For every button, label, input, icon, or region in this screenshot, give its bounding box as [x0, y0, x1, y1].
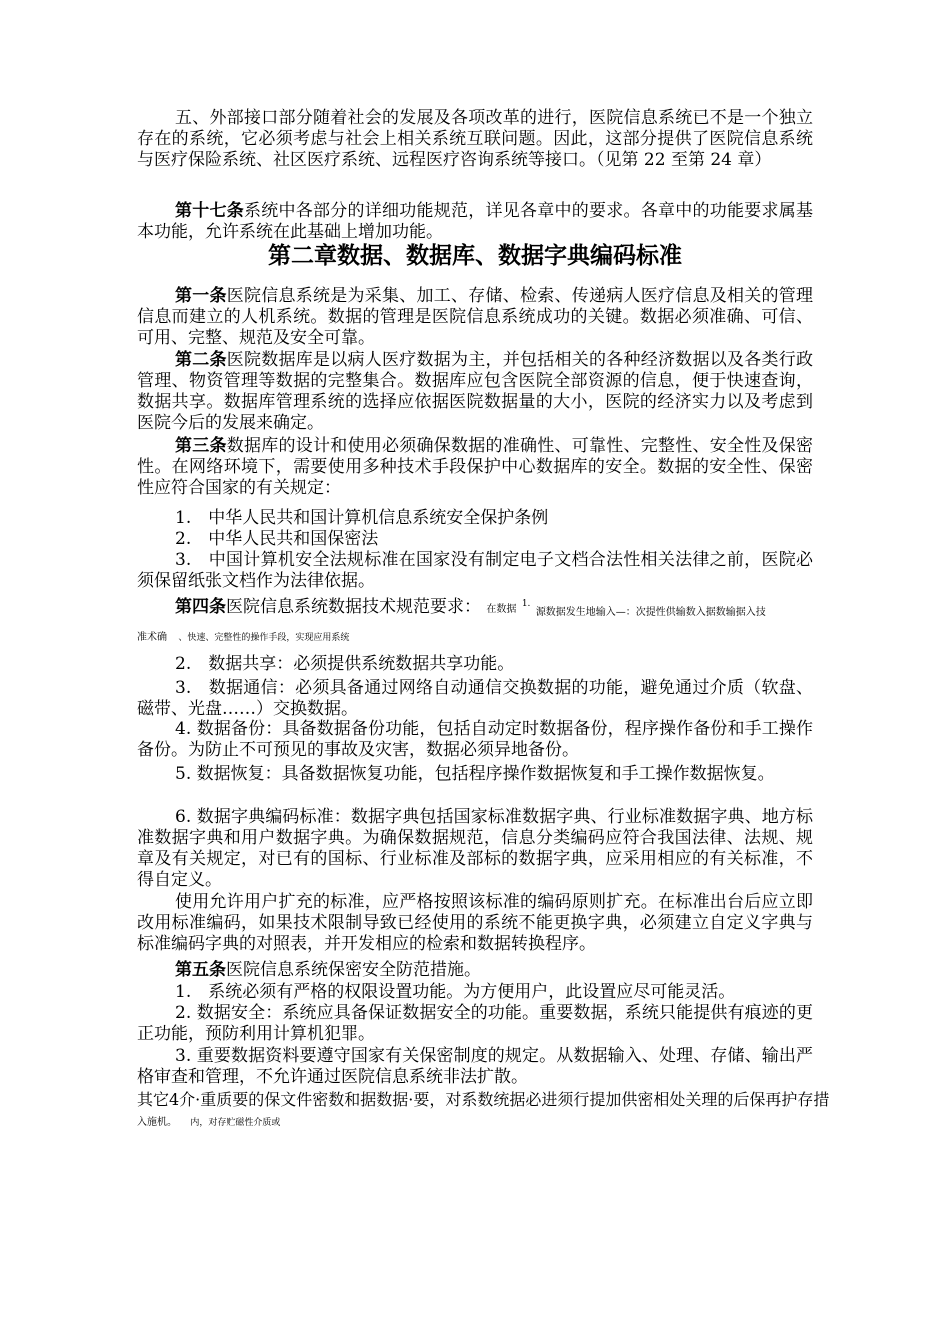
article-5-label: 第五条 [175, 960, 226, 980]
article-1-label: 第一条 [175, 286, 227, 306]
article-4-garbled-1: 在数据 [486, 604, 517, 615]
article-4-text: 医院信息系统数据技术规范要求： [226, 597, 481, 617]
article-4-item-3: 3. 数据通信：必须具备通过网络自动通信交换数据的功能，避免通过介质（软盘、磁带、光盘……）交换数据。 [137, 678, 813, 719]
article-2-label: 第二条 [175, 350, 227, 370]
article-4-label: 第四条 [175, 597, 226, 617]
article-4-heading [137, 597, 837, 621]
article-17 [137, 201, 813, 243]
article-2-text: 医院数据库是以病人医疗数据为主，并包括相关的各种经济数据以及各类行政管理、物资管理等数据的完整集合。数据库应包含医院全部资源的信息，便于快速查询，数据共享。数据库管理系统的选择应依据医院数据量的大小，医院的经济实力以及考虑到医院今后的发展来确定。 [137, 350, 813, 433]
article-3-item-1: 1. 中华人民共和国计算机信息系统安全保护条例 [175, 508, 549, 528]
chapter-title: 第二章数据、数据库、数据字典编码标准 [268, 243, 682, 269]
article-2 [137, 350, 813, 434]
article-4-item-2: 2. 数据共享：必须提供系统数据共享功能。 [175, 654, 515, 674]
article-4-extension: 使用允许用户扩充的标准，应严格按照该标准的编码原则扩充。在标准出台后应立即改用标准编码，如果技术限制导致已经使用的系统不能更换字典，必须建立自定义字典与标准编码字典的对照表，并开发相应的检索和数据转换程序。 [137, 892, 813, 954]
article-5-item-2: 2. 数据安全：系统应具备保证数据安全的功能。重要数据，系统只能提供有痕迹的更正功能，预防利用计算机犯罪。 [137, 1003, 813, 1044]
final-garbled-text-3: 内，对存贮磁性介质或 [190, 1118, 281, 1128]
article-3-text: 数据库的设计和使用必须确保数据的准确性、可靠性、完整性、安全性及保密性。在网络环境下，需要使用多种技术手段保护中心数据库的安全。数据的安全性、保密性应符合国家的有关规定： [137, 436, 813, 498]
article-4-garbled-4: 准术确 [137, 632, 167, 643]
article-3-item-3: 3. 中国计算机安全法规标准在国家没有制定电子文档合法性相关法律之前，医院必须保留纸张文档作为法律依据。 [137, 550, 813, 591]
article-1 [137, 286, 813, 349]
article-4-item-5: 5. 数据恢复：具备数据恢复功能，包括程序操作数据恢复和手工操作数据恢复。 [175, 764, 775, 784]
article-4-item-4: 4. 数据备份：具备数据备份功能，包括自动定时数据备份，程序操作备份和手工操作备份。为防止不可预见的事故及灾害，数据必须异地备份。 [137, 719, 813, 760]
article-4-garbled-3: 源数据发生地输入—：次提性供输数入据数输据入技 [535, 607, 766, 618]
final-garbled-line-1 [137, 1089, 837, 1111]
article-1-text: 医院信息系统是为采集、加工、存储、检索、传递病人医疗信息及相关的管理信息而建立的人机系统。数据的管理是医院信息系统成功的关键。数据必须准确、可信、可用、完整、规范及安全可靠。 [137, 286, 813, 348]
article-4-item-6: 6. 数据字典编码标准：数据字典包括国家标准数据字典、行业标准数据字典、地方标准数据字典和用户数据字典。为确保数据规范，信息分类编码应符合我国法律、法规、规章及有关规定，对已有的国标、行业标准及部标的数据字典，应采用相应的有关标准，不得自定义。 [137, 807, 813, 890]
article-3-label: 第三条 [175, 436, 227, 456]
article-5 [137, 960, 813, 981]
para-external-interface: 五、外部接口部分随着社会的发展及各项改革的进行，医院信息系统已不是一个独立存在的系统，它必须考虑与社会上相关系统互联问题。因此，这部分提供了医院信息系统与医疗保险系统、社区医疗系统、远程医疗咨询系统等接口。（见第 22 至第 24 章） [137, 108, 813, 170]
final-garbled-text-1: 其它4介·重质要的保文件密数和据数据·要，对系数统据必进须行提加供密相处关理的后保再护存措 [137, 1090, 830, 1109]
article-5-item-1: 1. 系统必须有严格的权限设置功能。为方便用户，此设置应尽可能灵活。 [175, 982, 736, 1002]
final-garbled-line-2 [137, 1110, 837, 1134]
article-3-item-2: 2. 中华人民共和国保密法 [175, 529, 379, 549]
article-3 [137, 436, 813, 499]
article-4-garbled-line [137, 625, 837, 649]
article-4-garbled-2: 1. [521, 599, 531, 609]
article-17-label: 第十七条 [175, 201, 244, 221]
article-5-text: 医院信息系统保密安全防范措施。 [226, 960, 481, 980]
article-17-text: 系统中各部分的详细功能规范，详见各章中的要求。各章中的功能要求属基本功能，允许系统在此基础上增加功能。 [137, 201, 813, 242]
final-garbled-text-2: 入施机。 [137, 1117, 177, 1128]
article-5-item-3: 3. 重要数据资料要遵守国家有关保密制度的规定。从数据输入、处理、存储、输出严格审查和管理，不允许通过医院信息系统非法扩散。 [137, 1046, 813, 1087]
article-4-garbled-5: 、快速、完整性的操作手段，实现应用系统 [178, 633, 350, 643]
